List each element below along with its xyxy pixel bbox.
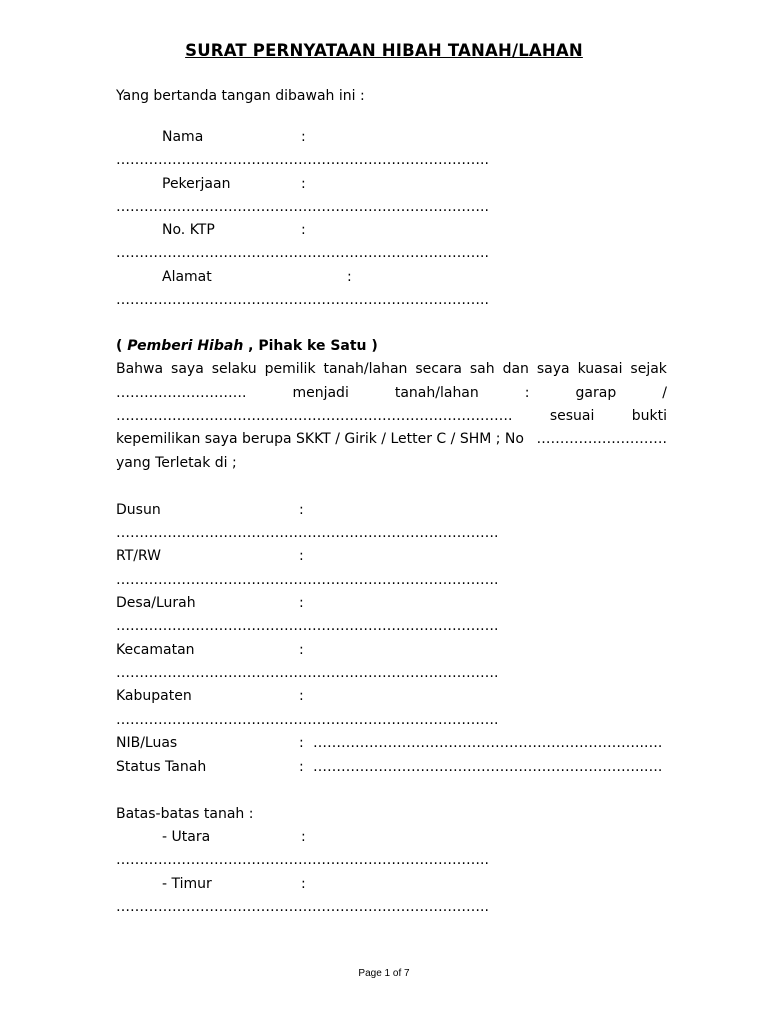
word: tanah/lahan [323,361,408,377]
party-role: Pemberi Hibah [127,338,244,354]
party-open: ( [116,338,123,354]
field-label-status: Status Tanah [116,759,207,775]
paragraph-line-2 [116,384,667,402]
field-dots-inline: ……………………………………………………………..…. [313,759,663,775]
page-number: Page 1 of 7 [358,968,410,979]
paragraph-line-3 [116,407,667,425]
word: ………………………. [116,385,247,401]
field-colon: : [301,876,306,892]
paragraph-dots: ………………………. [536,431,667,447]
paragraph-line-4 [116,430,667,448]
field-dots: …………………………………………………………………….. [116,292,489,308]
word: saya [171,361,204,377]
field-dots: …………………………………………………………………….. [116,152,489,168]
field-label-nib: NIB/Luas [116,735,178,751]
field-colon: : [347,269,352,285]
field-label-nama: Nama [162,129,204,145]
word: kuasai [577,361,623,377]
field-colon: : [299,548,304,564]
field-dots: ………………………………………………………………………. [116,618,499,634]
party-rest: , Pihak ke Satu ) [248,338,378,354]
field-dots: …………………………………………………………………….. [116,199,489,215]
paragraph-text: kepemilikan saya berupa SKKT / Girik / Letter C / SHM ; No [116,431,524,447]
word: menjadi [292,385,349,401]
paragraph-line-1 [116,360,667,378]
word: Bahwa [116,361,164,377]
field-dots: …………………………………………………………………….. [116,852,489,868]
field-colon: : [299,502,304,518]
word: sejak [630,361,667,377]
field-label-ktp: No. KTP [162,222,215,238]
party-heading [116,337,378,355]
field-colon: : [301,829,306,845]
word: garap [575,385,617,401]
field-colon: : [301,222,306,238]
word: sesuai [549,408,595,424]
field-colon: : [301,129,306,145]
field-colon: : [299,688,304,704]
field-label-dusun: Dusun [116,502,161,518]
field-dots: …………………………………………………………………….. [116,899,489,915]
word: selaku [211,361,257,377]
field-colon: : [299,759,304,775]
field-label-rtrw: RT/RW [116,548,161,564]
field-colon: : [301,176,306,192]
field-label-kecamatan: Kecamatan [116,642,195,658]
field-dots: ………………………………………………………………………. [116,665,499,681]
intro-text: Yang bertanda tangan dibawah ini : [116,88,365,104]
word: saya [536,361,570,377]
word: sah [469,361,495,377]
boundaries-heading: Batas-batas tanah : [116,806,254,822]
word: : [524,385,530,401]
field-colon: : [299,642,304,658]
word: pemilik [264,361,316,377]
paragraph-line-5: yang Terletak di ; [116,455,237,471]
word: bukti [631,408,667,424]
field-label-utara: - Utara [162,829,211,845]
field-label-pekerjaan: Pekerjaan [162,176,231,192]
word: …………………………………………………………………………. [116,408,513,424]
field-colon: : [299,735,304,751]
word: dan [502,361,529,377]
field-dots: ………………………………………………………………………. [116,712,499,728]
word: secara [415,361,462,377]
word: tanah/lahan [394,385,479,401]
field-colon: : [299,595,304,611]
field-label-desa: Desa/Lurah [116,595,196,611]
field-label-kabupaten: Kabupaten [116,688,192,704]
field-dots: ………………………………………………………………………. [116,525,499,541]
field-dots: …………………………………………………………………….. [116,245,489,261]
word: / [662,385,667,401]
field-label-timur: - Timur [162,876,212,892]
field-dots-inline: ……………………………………………………………..…. [313,735,663,751]
field-dots: ………………………………………………………………………. [116,572,499,588]
field-label-alamat: Alamat [162,269,212,285]
document-title: SURAT PERNYATAAN HIBAH TANAH/LAHAN [185,41,583,60]
